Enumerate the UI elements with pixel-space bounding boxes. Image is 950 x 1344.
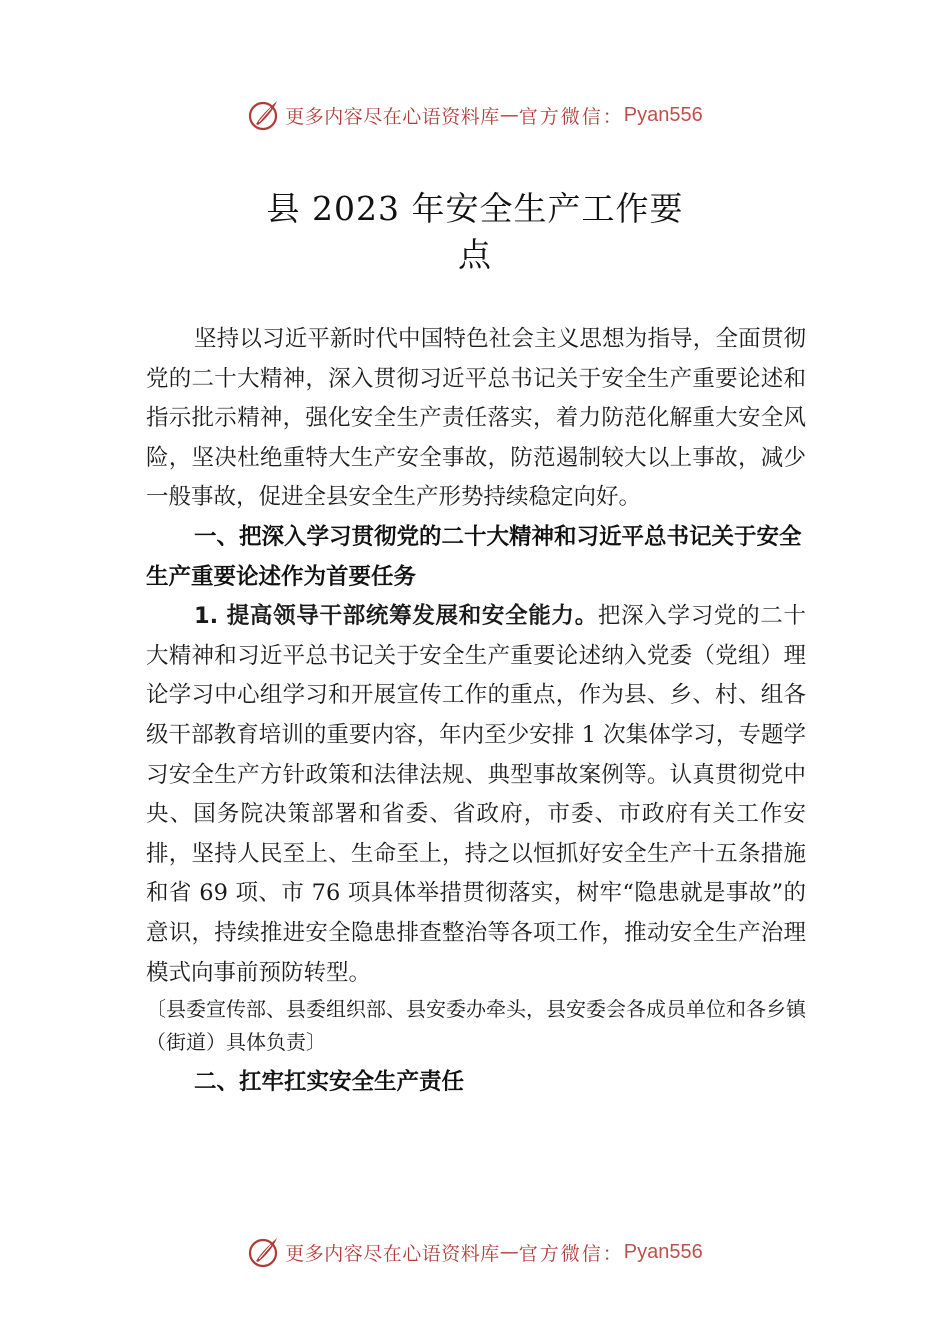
quill-logo-icon: [247, 98, 281, 132]
section-2-heading: 二、扛牢扛实安全生产责任: [194, 1069, 465, 1096]
banner-wechat-label: 官方微信：: [518, 105, 624, 128]
banner-text: 更多内容尽在心语资料库: [285, 105, 500, 128]
quill-logo-icon: [247, 1235, 281, 1269]
banner-wechat-id: Pyan556: [623, 1240, 703, 1263]
item-1-lead: 1. 提高领导干部统筹发展和安全能力。: [194, 603, 598, 630]
banner-wechat-id: Pyan556: [623, 103, 703, 126]
intro-paragraph: 坚持以习近平新时代中国特色社会主义思想为指导，全面贯彻党的二十大精神，深入贯彻习近平总书记关于安全生产重要论述和指示批示精神，强化安全生产责任落实，着力防范化解重大安全风险，坚决杜绝重特大生产安全事故，防范遏制较大以上事故，减少一般事故，促进全县安全生产形势持续稳定向好。: [146, 326, 806, 511]
page-title: [0, 186, 950, 278]
title-line-1: 县 2023 年安全生产工作要: [266, 189, 684, 228]
title-line-2: 点: [458, 235, 492, 274]
footer-banner: [0, 1232, 950, 1272]
banner-dash: —: [499, 104, 519, 126]
item-1-note: 〔县委宣传部、县委组织部、县安委办牵头，县安委会各成员单位和各乡镇（街道）具体负责〕: [146, 997, 806, 1055]
banner-wechat-label: 官方微信：: [518, 1242, 624, 1265]
section-1-heading: 一、把深入学习贯彻党的二十大精神和习近平总书记关于安全生产重要论述作为首要任务: [146, 523, 802, 590]
banner-text: 更多内容尽在心语资料库: [285, 1242, 500, 1265]
document-body: [146, 320, 806, 1103]
header-banner: [0, 95, 950, 135]
banner-dash: —: [499, 1241, 519, 1263]
section-1-item-1: [146, 597, 806, 993]
item-1-body: 把深入学习党的二十大精神和习近平总书记关于安全生产重要论述纳入党委（党组）理论学习中心组学习和开展宣传工作的重点，作为县、乡、村、组各级干部教育培训的重要内容，年内至少安排 1 次集体学习，专题学习安全生产方针政策和法律法规、典型事故案例等。认真贯彻党中央、国务院决策部署和省委、省政府，市委、市政府有关工作安排，坚持人民至上、生命至上，持之以恒抓好安全生产十五条措施和省 69 项、市 76 项具体举措贯彻落实，树牢“隐患就是事故”的意识，持续推进安全隐患排查整治等各项工作，推动安全生产治理模式向事前预防转型。: [146, 603, 806, 986]
